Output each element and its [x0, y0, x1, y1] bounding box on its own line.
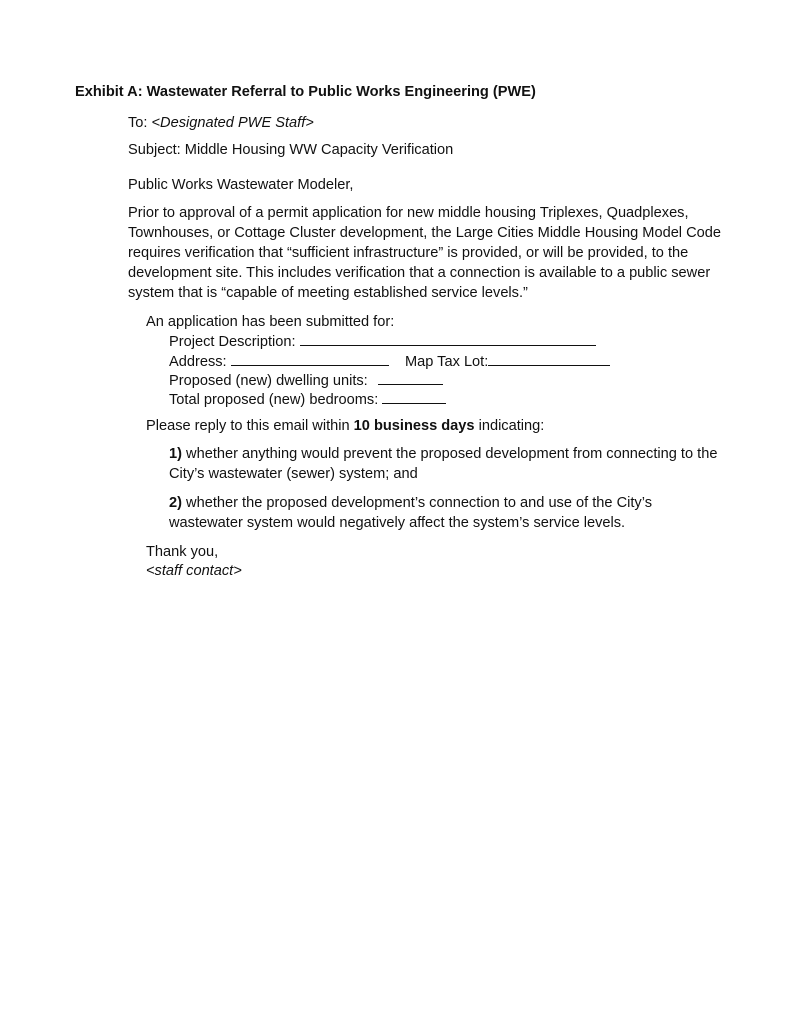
address-blank [231, 351, 389, 366]
map-tax-lot-row [405, 351, 610, 372]
address-label: Address: [169, 354, 227, 370]
dwelling-units-row [169, 370, 443, 391]
project-description-blank [300, 331, 596, 346]
address-row [169, 351, 389, 372]
bedrooms-row [169, 389, 446, 410]
project-description-row [169, 331, 596, 352]
exhibit-heading: Exhibit A: Wastewater Referral to Public Works Engineering (PWE) [75, 84, 536, 100]
map-tax-lot-blank [488, 351, 610, 366]
signature: <staff contact> [146, 563, 242, 579]
reply-instruction [146, 416, 544, 436]
subject-line: Subject: Middle Housing WW Capacity Verification [128, 142, 454, 158]
list-item-text: whether the proposed development’s connection to and use of the City’s wastewater system would negatively affect the system’s service levels. [169, 495, 652, 531]
greeting: Public Works Wastewater Modeler, [128, 177, 354, 193]
intro-paragraph-text: Prior to approval of a permit application for new middle housing Triplexes, Quadplexes, Townhouses, or Cottage Cluster development, the Large Cities Middle Housing Model Code requires verification that “sufficient infrastructure” is provided, or will be provided, to the development site. This includes verification that a connection is available to a public sewer system that is “capable of meeting established service levels.” [128, 205, 721, 301]
list-item-number: 1) [169, 446, 182, 462]
bedrooms-label: Total proposed (new) bedrooms: [169, 392, 379, 408]
list-item [169, 493, 729, 533]
to-recipient: <Designated PWE Staff> [151, 115, 314, 131]
intro-paragraph [128, 203, 728, 303]
bedrooms-blank [382, 389, 446, 404]
closing: Thank you, [146, 544, 219, 560]
to-label: To: [128, 115, 148, 131]
reply-suffix: indicating: [478, 418, 545, 434]
list-item-text: whether anything would prevent the proposed development from connecting to the City’s wastewater (sewer) system; and [169, 446, 718, 482]
dwelling-units-label: Proposed (new) dwelling units: [169, 373, 368, 389]
reply-prefix: Please reply to this email within [146, 418, 350, 434]
application-intro: An application has been submitted for: [146, 314, 395, 330]
reply-deadline: 10 business days [353, 418, 475, 434]
dwelling-units-blank [378, 370, 443, 385]
project-description-label: Project Description: [169, 334, 296, 350]
list-item-number: 2) [169, 495, 182, 511]
list-item [169, 444, 729, 484]
to-line [128, 113, 314, 133]
map-tax-lot-label: Map Tax Lot: [405, 354, 489, 370]
